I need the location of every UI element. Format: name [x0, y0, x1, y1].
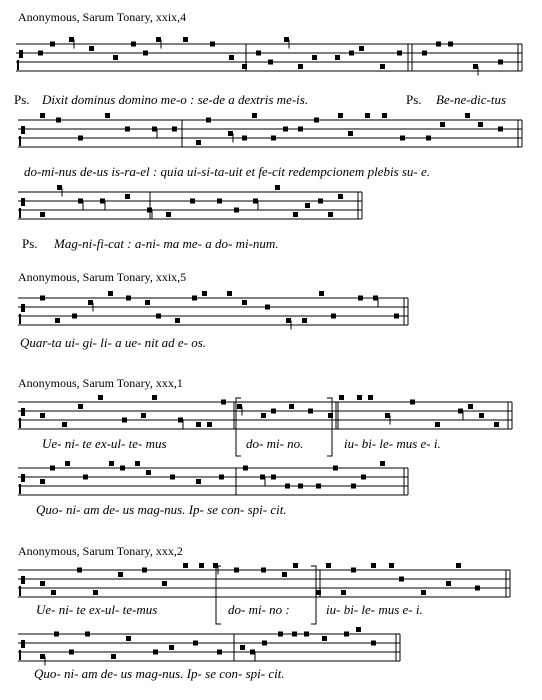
note-head [338, 113, 343, 118]
note-head [349, 51, 354, 56]
note-head [261, 413, 266, 418]
note-head [113, 55, 118, 60]
psalm-marker: Ps. [406, 92, 422, 107]
source-heading: Anonymous, Sarum Tonary, xxx,1 [18, 376, 183, 390]
clef [19, 208, 21, 218]
note-head [145, 300, 150, 305]
note-head [156, 37, 161, 42]
note-head [131, 42, 136, 47]
note-head [229, 55, 234, 60]
lyric-line: Quo- ni- am de- us mag-nus. Ip- se con- spi- cit. [34, 666, 285, 681]
note-head [111, 654, 116, 659]
note-head [40, 212, 45, 217]
clef [19, 50, 23, 58]
bracket [216, 566, 221, 624]
note-head [359, 46, 364, 51]
note-head [365, 113, 370, 118]
note-head [333, 466, 338, 471]
note-head [40, 654, 45, 659]
note-head [265, 305, 270, 310]
note-head [50, 466, 55, 471]
note-head [237, 404, 242, 409]
note-head [256, 51, 261, 56]
note-head [40, 479, 45, 484]
note-head [196, 422, 201, 427]
note-head [298, 484, 303, 489]
note-head [192, 296, 197, 301]
note-head [234, 568, 239, 573]
note-head [170, 475, 175, 480]
note-head [298, 64, 303, 69]
note-head [348, 131, 353, 136]
note-head [478, 122, 483, 127]
note-head [126, 636, 131, 641]
lyric-line: Be-ne-dic-tus [436, 92, 507, 107]
lyric-line: Quo- ni- am de- us mag-nus. Ip- se con- spi- cit. [36, 502, 287, 517]
note-head [426, 136, 431, 141]
note-head [178, 418, 183, 423]
note-head [250, 650, 255, 655]
note-head [196, 479, 201, 484]
note-head [292, 632, 297, 637]
note-head [465, 113, 470, 118]
note-head [221, 400, 226, 405]
note-head [183, 37, 188, 42]
note-head [305, 203, 310, 208]
note-head [494, 422, 499, 427]
note-head [278, 632, 283, 637]
lyric-line: do- mi- no : [228, 602, 290, 617]
note-head [422, 51, 427, 56]
lyric-line: Dixit dominus domino me-o : se-de a dextris me-is. [42, 92, 309, 107]
lyric-line: Mag-ni-fi-cat : a-ni- ma me- a do- mi-num. [54, 236, 279, 251]
note-head [261, 568, 266, 573]
note-head [319, 291, 324, 296]
note-head [326, 563, 331, 568]
note-head [275, 185, 280, 190]
note-head [162, 581, 167, 586]
note-head [357, 395, 362, 400]
note-head [98, 395, 103, 400]
note-head [282, 572, 287, 577]
note-head [240, 645, 245, 650]
note-head [234, 208, 239, 213]
note-head [141, 413, 146, 418]
note-head [322, 636, 327, 641]
note-head [89, 46, 94, 51]
note-head [498, 127, 503, 132]
lyric-line: Quar-ta ui- gi- li- a ue- nit ad e- os. [20, 335, 207, 350]
note-head [78, 404, 83, 409]
note-head [312, 55, 317, 60]
lyric-line: iu- bi- le- mus e- i. [344, 436, 441, 451]
note-head [93, 590, 98, 595]
note-head [125, 194, 130, 199]
note-head [135, 461, 140, 466]
clef [21, 408, 25, 416]
lyric-line: iu- bi- le- mus e- i. [326, 602, 423, 617]
source-heading: Anonymous, Sarum Tonary, xxx,2 [18, 544, 183, 558]
note-head [183, 563, 188, 568]
note-head [125, 127, 130, 132]
note-head [108, 291, 113, 296]
note-head [331, 314, 336, 319]
note-head [293, 212, 298, 217]
note-head [190, 199, 195, 204]
note-head [118, 572, 123, 577]
note-head [57, 185, 62, 190]
note-head [289, 404, 294, 409]
note-head [356, 627, 361, 632]
note-head [142, 568, 147, 573]
clef [21, 640, 25, 648]
note-head [435, 422, 440, 427]
note-head [85, 632, 90, 637]
note-head [284, 37, 289, 42]
note-head [40, 413, 45, 418]
note-head [78, 199, 83, 204]
note-head [202, 291, 207, 296]
note-head [293, 563, 298, 568]
note-head [253, 199, 258, 204]
source-heading: Anonymous, Sarum Tonary, xxix,5 [18, 270, 187, 284]
note-head [328, 212, 333, 217]
note-head [421, 590, 426, 595]
clef [19, 418, 21, 428]
clef [21, 126, 25, 134]
note-head [397, 51, 402, 56]
note-head [448, 42, 453, 47]
note-head [242, 136, 247, 141]
note-head [40, 113, 45, 118]
note-head [40, 296, 45, 301]
note-head [83, 475, 88, 480]
note-head [196, 140, 201, 145]
source-heading: Anonymous, Sarum Tonary, xxix,4 [18, 10, 187, 24]
clef [21, 474, 25, 482]
note-head [50, 42, 55, 47]
note-head [77, 568, 82, 573]
psalm-marker: Ps. [22, 236, 38, 251]
note-head [199, 563, 204, 568]
note-head [400, 136, 405, 141]
note-head [243, 466, 248, 471]
note-head [69, 37, 74, 42]
note-head [242, 300, 247, 305]
note-head [172, 127, 177, 132]
note-head [316, 484, 321, 489]
note-head [371, 563, 376, 568]
note-head [252, 113, 257, 118]
note-head [410, 400, 415, 405]
note-head [339, 395, 344, 400]
note-head [217, 199, 222, 204]
note-head [268, 60, 273, 65]
note-head [227, 291, 232, 296]
note-head [380, 64, 385, 69]
note-head [341, 590, 346, 595]
note-head [271, 409, 276, 414]
note-head [338, 194, 343, 199]
note-head [210, 42, 215, 47]
note-head [302, 318, 307, 323]
note-head [260, 475, 265, 480]
note-head [193, 641, 198, 646]
note-head [55, 318, 60, 323]
note-head [72, 314, 77, 319]
note-head [126, 296, 131, 301]
note-head [361, 475, 366, 480]
note-head [358, 296, 363, 301]
note-head [373, 296, 378, 301]
note-head [456, 563, 461, 568]
note-head [473, 64, 478, 69]
clef [21, 198, 25, 206]
note-head [468, 404, 473, 409]
note-head [100, 199, 105, 204]
clef [21, 576, 25, 584]
note-head [286, 318, 291, 323]
note-head [475, 586, 480, 591]
note-head [206, 118, 211, 123]
note-head [285, 484, 290, 489]
note-head [152, 127, 157, 132]
note-head [207, 422, 212, 427]
note-head [228, 131, 233, 136]
note-head [217, 650, 222, 655]
bracket [327, 398, 332, 456]
note-head [458, 409, 463, 414]
note-head [380, 461, 385, 466]
lyric-line: do- mi- no. [246, 436, 304, 451]
note-head [389, 563, 394, 568]
note-head [169, 645, 174, 650]
lyric-line: Ue- ni- te ex-ul- te- mus [42, 436, 167, 451]
clef [19, 136, 21, 146]
note-head [65, 461, 70, 466]
note-head [62, 422, 67, 427]
bracket [311, 566, 316, 624]
note-head [56, 118, 61, 123]
clef [19, 650, 21, 660]
note-head [262, 641, 267, 646]
note-head [219, 475, 224, 480]
note-head [283, 127, 288, 132]
note-head [440, 122, 445, 127]
note-head [156, 314, 161, 319]
clef [19, 314, 21, 324]
lyric-line: Ue- ni- te ex-ul- te-mus [36, 602, 158, 617]
note-head [152, 395, 157, 400]
note-head [382, 113, 387, 118]
note-head [351, 484, 356, 489]
note-head [351, 568, 356, 573]
note-head [51, 590, 56, 595]
clef [17, 60, 19, 70]
note-head [153, 650, 158, 655]
note-head [69, 650, 74, 655]
note-head [271, 136, 276, 141]
note-head [318, 199, 323, 204]
note-head [143, 51, 148, 56]
note-head [399, 577, 404, 582]
clef [19, 586, 21, 596]
note-head [38, 51, 43, 56]
note-head [498, 60, 503, 65]
note-head [335, 55, 340, 60]
note-head [175, 318, 180, 323]
note-head [298, 127, 303, 132]
note-head [436, 42, 441, 47]
note-head [109, 461, 114, 466]
note-head [479, 413, 484, 418]
psalm-marker: Ps. [14, 92, 30, 107]
note-head [166, 212, 171, 217]
note-head [385, 413, 390, 418]
note-head [40, 581, 45, 586]
clef [19, 484, 21, 494]
note-head [308, 409, 313, 414]
note-head [54, 632, 59, 637]
note-head [78, 136, 83, 141]
note-head [314, 118, 319, 123]
note-head [394, 314, 399, 319]
lyric-line: do-mi-nus de-us is-ra-el : quia ui-si-ta-uit et fe-cit redempcionem plebis su- e. [24, 164, 431, 179]
note-head [344, 632, 349, 637]
note-head [88, 300, 93, 305]
note-head [271, 475, 276, 480]
note-head [446, 581, 451, 586]
note-head [304, 632, 309, 637]
note-head [122, 418, 127, 423]
note-head [120, 466, 125, 471]
note-head [368, 395, 373, 400]
note-head [105, 113, 110, 118]
note-head [146, 470, 151, 475]
note-head [371, 641, 376, 646]
clef [21, 304, 25, 312]
